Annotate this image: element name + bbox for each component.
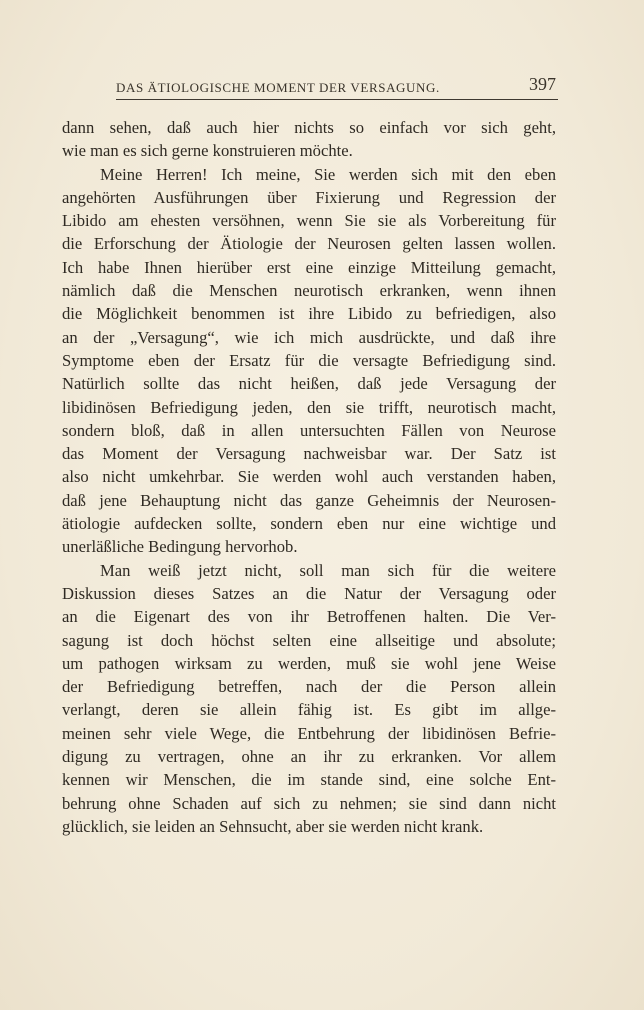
text-line: glücklich, sie leiden an Sehnsucht, aber sie werden nicht krank. bbox=[62, 816, 484, 836]
text-line: angehörten Ausführungen über Fixierung und Regression der bbox=[62, 187, 556, 207]
text-line: der Befriedigung betreffen, nach der die Person allein bbox=[62, 677, 556, 697]
page-header bbox=[116, 74, 556, 98]
text-line: sagung ist doch höchst selten eine allseitige und absolute; bbox=[62, 630, 556, 650]
text-line: nämlich daß die Menschen neurotisch erkranken, wenn ihnen bbox=[62, 281, 556, 301]
text-line: Diskussion dieses Satzes an die Natur der Versagung oder bbox=[62, 583, 556, 603]
text-line: ätiologie aufdecken sollte, sondern eben nur eine wichtige und bbox=[62, 514, 556, 534]
text-line: verlangt, deren sie allein fähig ist. Es gibt im allge- bbox=[62, 700, 556, 720]
text-line: sondern bloß, daß in allen untersuchten Fällen von Neurose bbox=[62, 420, 556, 440]
text-line: Man weiß jetzt nicht, soll man sich für die weitere bbox=[100, 560, 556, 580]
text-line: Ich habe Ihnen hierüber erst eine einzige Mitteilung gemacht, bbox=[62, 257, 556, 277]
text-line: wie man es sich gerne konstruieren möchte. bbox=[62, 141, 353, 161]
running-head: DAS ÄTIOLOGISCHE MOMENT DER VERSAGUNG. bbox=[116, 80, 440, 95]
text-line: behrung ohne Schaden auf sich zu nehmen; sie sind dann nicht bbox=[62, 793, 556, 813]
text-line: die Möglichkeit benommen ist ihre Libido zu befriedigen, also bbox=[62, 304, 556, 324]
body-text bbox=[62, 116, 556, 838]
text-line: meinen sehr viele Wege, die Entbehrung der libidinösen Befrie- bbox=[62, 723, 556, 743]
text-line: Libido am ehesten versöhnen, wenn Sie sie als Vorbereitung für bbox=[62, 211, 556, 231]
text-line: also nicht umkehrbar. Sie werden wohl auch verstanden haben, bbox=[62, 467, 556, 487]
text-line: das Moment der Versagung nachweisbar war. Der Satz ist bbox=[62, 444, 556, 464]
paragraph bbox=[62, 116, 556, 163]
text-line: die Erforschung der Ätiologie der Neurosen gelten lassen wollen. bbox=[62, 234, 556, 254]
text-line: an die Eigenart des von ihr Betroffenen halten. Die Ver- bbox=[62, 607, 556, 627]
text-line: libidinösen Befriedigung jeden, den sie trifft, neurotisch macht, bbox=[62, 397, 556, 417]
paragraph bbox=[62, 163, 556, 559]
text-line: daß jene Behauptung nicht das ganze Geheimnis der Neurosen- bbox=[62, 490, 556, 510]
text-line: Natürlich sollte das nicht heißen, daß jede Versagung der bbox=[62, 374, 556, 394]
header-rule bbox=[116, 99, 558, 100]
paragraph bbox=[62, 559, 556, 839]
text-line: kennen wir Menschen, die im stande sind, eine solche Ent- bbox=[62, 770, 556, 790]
text-line: digung zu vertragen, ohne an ihr zu erkranken. Vor allem bbox=[62, 747, 556, 767]
text-line: an der „Versagung“, wie ich mich ausdrückte, und daß ihre bbox=[62, 327, 556, 347]
text-line: Meine Herren! Ich meine, Sie werden sich mit den eben bbox=[100, 164, 556, 184]
text-line: um pathogen wirksam zu werden, muß sie wohl jene Weise bbox=[62, 653, 556, 673]
page-number: 397 bbox=[529, 74, 556, 94]
text-line: Symptome eben der Ersatz für die versagte Befriedigung sind. bbox=[62, 350, 556, 370]
text-line: unerläßliche Bedingung hervorhob. bbox=[62, 537, 298, 557]
text-line: dann sehen, daß auch hier nichts so einfach vor sich geht, bbox=[62, 118, 556, 137]
